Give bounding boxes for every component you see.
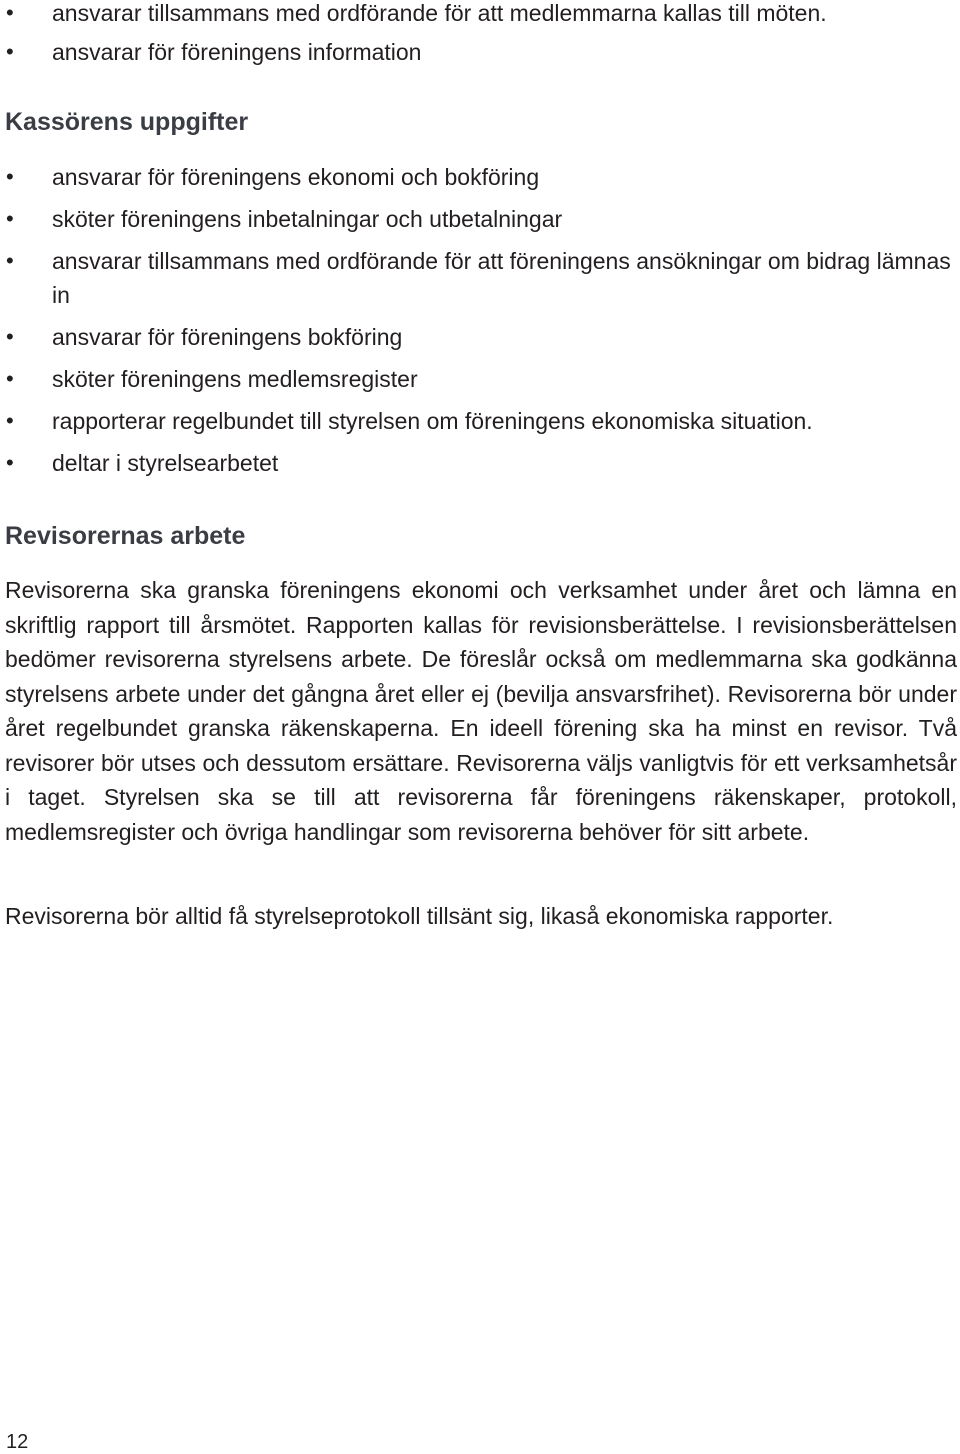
list-item <box>0 404 956 438</box>
page-number: 12 <box>6 1431 29 1453</box>
section-heading-kassor: Kassörens uppgifter <box>5 108 249 136</box>
kassor-bullet-list <box>0 160 956 488</box>
list-item-text: ansvarar för föreningens information <box>52 39 422 65</box>
bullet-icon: • <box>6 324 14 349</box>
bullet-icon: • <box>6 39 14 64</box>
bullet-icon: • <box>6 408 14 433</box>
list-item <box>0 160 956 194</box>
list-item-text: ansvarar tillsammans med ordförande för att föreningens ansökningar om bidrag lämnas in <box>52 248 951 308</box>
body-paragraph: Revisorerna ska granska föreningens ekonomi och verksamhet under året och lämna en skriftlig rapport till årsmötet. Rapporten kallas för revisionsberättelse. I revisionsberättelsen bedömer revisorerna styrelsens arbete. De föreslår också om medlemmarna ska godkänna styrelsens arbete under det gångna året eller ej (bevilja ansvarsfrihet). Revisorerna bör under året regelbundet granska räkenskaperna. En ideell förening ska ha minst en revisor. Två revisorer bör utses och dessutom ersättare. Revisorerna väljs vanligtvis för ett verksamhetsår i taget. Styrelsen ska se till att revisorerna får föreningens räkenskaper, protokoll, medlemsregister och övriga handlingar som revisorerna behöver för sitt arbete. <box>5 577 957 845</box>
section-heading-revisor: Revisorernas arbete <box>5 522 246 550</box>
bullet-icon: • <box>6 206 14 231</box>
list-item-text: ansvarar för föreningens bokföring <box>52 324 403 350</box>
list-item-text: ansvarar tillsammans med ordförande för att medlemmarna kallas till möten. <box>52 0 827 26</box>
list-item <box>0 320 956 354</box>
bullet-icon: • <box>6 450 14 475</box>
bullet-icon: • <box>6 0 14 25</box>
bullet-icon: • <box>6 366 14 391</box>
list-item <box>0 0 956 30</box>
list-item-text: deltar i styrelsearbetet <box>52 450 279 476</box>
bullet-icon: • <box>6 164 14 189</box>
top-bullet-list <box>0 0 956 74</box>
list-item-text: ansvarar för föreningens ekonomi och bokföring <box>52 164 540 190</box>
bullet-icon: • <box>6 248 14 273</box>
body-paragraph: Revisorerna bör alltid få styrelseprotokoll tillsänt sig, likaså ekonomiska rapporter. <box>5 903 834 929</box>
list-item-text: rapporterar regelbundet till styrelsen om föreningens ekonomiska situation. <box>52 408 813 434</box>
list-item-text: sköter föreningens medlemsregister <box>52 366 418 392</box>
list-item <box>0 362 956 396</box>
list-item-text: sköter föreningens inbetalningar och utbetalningar <box>52 206 563 232</box>
list-item <box>0 35 956 69</box>
list-item <box>0 446 956 480</box>
list-item <box>0 202 956 236</box>
list-item <box>0 244 956 312</box>
